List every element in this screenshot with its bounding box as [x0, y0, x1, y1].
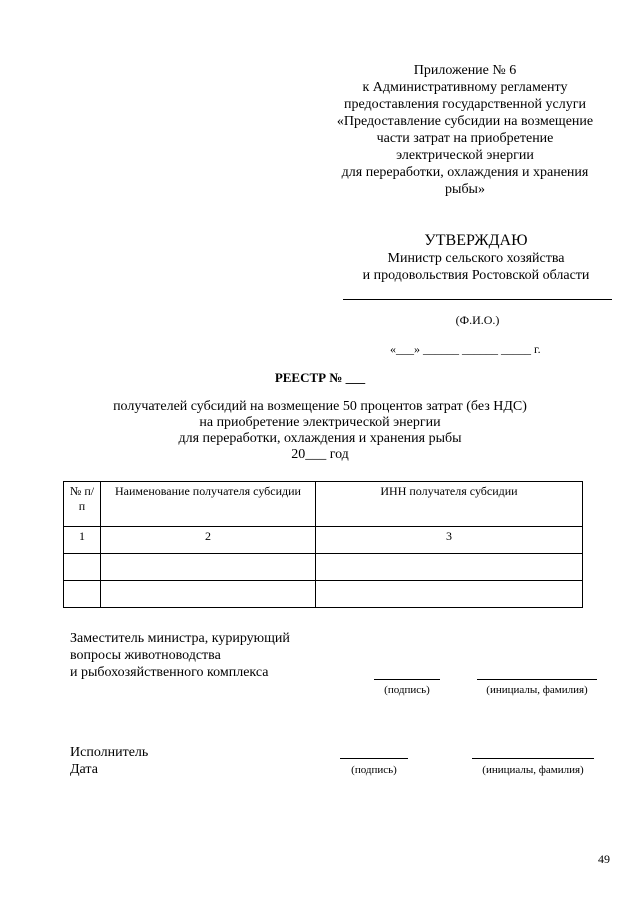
approval-fio-label: (Ф.И.О.)	[455, 313, 500, 327]
approval-organization: и продовольствия Ростовской области	[362, 268, 590, 283]
table-row	[64, 581, 583, 608]
registry-title: РЕЕСТР № ___	[274, 370, 366, 385]
table-cell	[64, 581, 101, 608]
deputy-line: Заместитель министра, курирующий	[70, 631, 290, 646]
table-cell: 1	[64, 527, 101, 554]
deputy-initials-line	[477, 679, 597, 680]
header-recipient-inn: ИНН получателя субсидии	[316, 482, 583, 527]
registry-desc-line: получателей субсидий на возмещение 50 процентов затрат (без НДС)	[113, 399, 527, 414]
table-cell	[64, 554, 101, 581]
approval-title: УТВЕРЖДАЮ	[424, 232, 528, 249]
appendix-line: предоставления государственной услуги	[344, 97, 586, 112]
appendix-line: части затрат на приобретение	[376, 131, 554, 146]
registry-desc-line: на приобретение электрической энергии	[199, 415, 441, 430]
appendix-line: «Предоставление субсидии на возмещение	[336, 114, 594, 129]
appendix-line: электрической энергии	[396, 148, 534, 163]
deputy-signature-line	[374, 679, 440, 680]
approval-date-line: «___» ______ ______ _____ г.	[390, 342, 541, 356]
executor-signature-line	[340, 758, 408, 759]
deputy-block	[70, 630, 290, 681]
header-recipient-name: Наименование получателя субсидии	[101, 482, 316, 527]
table-cell: 2	[101, 527, 316, 554]
table-cell	[101, 554, 316, 581]
appendix-line: к Административному регламенту	[362, 80, 568, 95]
registry-desc-line: 20___ год	[291, 447, 349, 462]
table-cell: 3	[316, 527, 583, 554]
deputy-line: вопросы животноводства	[70, 648, 221, 663]
table-header-row	[64, 482, 583, 527]
table-cell	[316, 554, 583, 581]
appendix-line: для переработки, охлаждения и хранения	[341, 165, 589, 180]
appendix-line: Приложение № 6	[413, 63, 517, 78]
executor-label: Исполнитель	[70, 745, 149, 760]
executor-signature-label: (подпись)	[351, 764, 397, 776]
executor-date-label: Дата	[70, 762, 98, 777]
table-row	[64, 554, 583, 581]
approval-signature-line	[343, 299, 612, 300]
table-cell	[316, 581, 583, 608]
deputy-line: и рыбохозяйственного комплекса	[70, 665, 269, 680]
registry-desc-line: для переработки, охлаждения и хранения рыбы	[178, 431, 462, 446]
table-cell	[101, 581, 316, 608]
executor-initials-line	[472, 758, 594, 759]
approval-position: Министр сельского хозяйства	[387, 251, 565, 266]
table-index-row	[64, 527, 583, 554]
approval-block	[340, 232, 612, 284]
deputy-signature-label: (подпись)	[384, 684, 430, 696]
appendix-line: рыбы»	[445, 182, 485, 197]
header-number: № п/п	[64, 482, 101, 527]
registry-table	[63, 481, 583, 608]
deputy-initials-label: (инициалы, фамилия)	[486, 684, 588, 696]
executor-initials-label: (инициалы, фамилия)	[482, 764, 584, 776]
executor-block	[70, 744, 148, 778]
page-number: 49	[598, 852, 610, 866]
appendix-header	[320, 62, 610, 198]
registry-description	[60, 399, 580, 463]
